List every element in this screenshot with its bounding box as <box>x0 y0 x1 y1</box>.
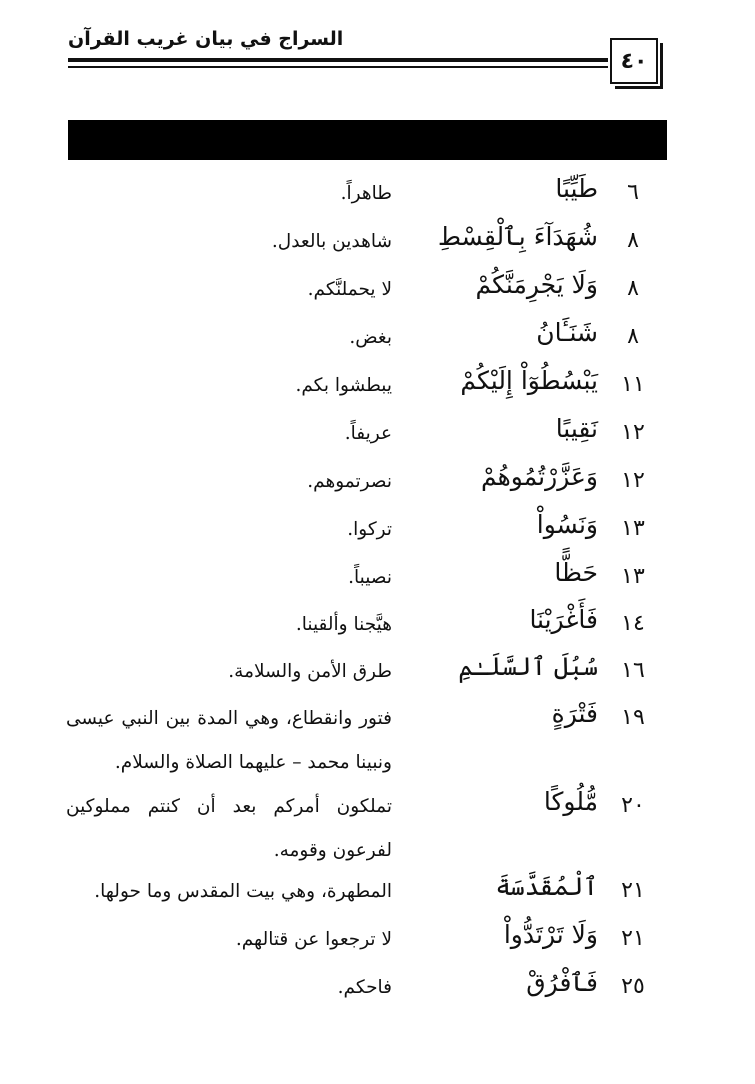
word-meaning: شاهدين بالعدل. <box>271 231 392 252</box>
quranic-word: فَأَغْرَيْنَا <box>529 605 598 634</box>
verse-number: ١١ <box>621 372 645 397</box>
verse-number: ٢٠ <box>621 793 645 818</box>
verse-number: ١٣ <box>621 516 645 541</box>
quranic-word: فَٱفْرُقْ <box>526 968 598 997</box>
verse-number: ١٤ <box>621 611 645 636</box>
word-meaning: فاحكم. <box>337 977 392 998</box>
verse-number: ٦ <box>627 180 639 205</box>
verse-number: ١٦ <box>621 658 645 683</box>
running-header-title: السراج في بيان غريب القرآن <box>68 28 344 50</box>
quranic-word: وَعَزَّرْتُمُوهُمْ <box>480 462 598 491</box>
word-meaning: بغض. <box>349 327 392 348</box>
word-meaning: هيَّجنا وألقينا. <box>295 614 392 635</box>
quranic-word: سُبُلَ ٱلسَّلَـٰمِ <box>458 652 598 681</box>
verse-number: ٢١ <box>621 926 645 951</box>
verse-number: ٢٥ <box>621 974 645 999</box>
verse-number: ٨ <box>627 276 639 301</box>
word-meaning: تركوا. <box>347 519 392 540</box>
quranic-word: وَلَا يَجْرِمَنَّكُمْ <box>475 270 598 299</box>
verse-number: ١٢ <box>621 420 645 445</box>
word-meaning: نصيباً. <box>348 567 392 588</box>
word-meaning: تملكون أمركم بعد أن كنتم مملوكين لفرعون وقومه. <box>66 796 392 861</box>
word-meaning: يبطشوا بكم. <box>295 375 392 396</box>
quranic-word: شُهَدَآءَ بِٱلْقِسْطِ <box>437 222 598 251</box>
page-number: ٤٠ <box>620 48 648 74</box>
quranic-word: يَبْسُطُوٓاْ إِلَيْكُمْ <box>460 366 598 395</box>
quranic-word: وَنَسُواْ <box>536 510 598 539</box>
verse-number: ١٩ <box>621 705 645 730</box>
verse-number: ٢١ <box>621 878 645 903</box>
quranic-word: طَيِّبًا <box>555 174 598 203</box>
verse-number: ٨ <box>627 228 639 253</box>
quranic-word: نَقِيبًا <box>555 414 598 443</box>
verse-number: ١٢ <box>621 468 645 493</box>
quranic-word: فَتْرَةٍ <box>551 699 598 728</box>
verse-number: ٨ <box>627 324 639 349</box>
quranic-word: ٱلْمُقَدَّسَةَ <box>495 872 598 901</box>
word-meaning: فتور وانقطاع، وهي المدة بين النبي عيسى ونبينا محمد – عليهما الصلاة والسلام. <box>66 708 392 773</box>
quranic-word: شَنَـَٔانُ <box>536 318 598 347</box>
word-meaning: لا يحملنَّكم. <box>307 279 392 300</box>
verse-number: ١٣ <box>621 564 645 589</box>
word-meaning: عريفاً. <box>344 423 392 444</box>
quranic-word: مُّلُوكًا <box>543 787 598 816</box>
quranic-word: وَلَا تَرْتَدُّواْ <box>503 920 598 949</box>
word-meaning: طرق الأمن والسلامة. <box>228 661 392 682</box>
word-meaning: لا ترجعوا عن قتالهم. <box>235 929 392 950</box>
quranic-word: حَظًّا <box>554 558 598 587</box>
word-meaning: المطهرة، وهي بيت المقدس وما حولها. <box>94 881 392 902</box>
word-meaning: نصرتموهم. <box>307 471 392 492</box>
word-meaning: طاهراً. <box>340 183 392 204</box>
